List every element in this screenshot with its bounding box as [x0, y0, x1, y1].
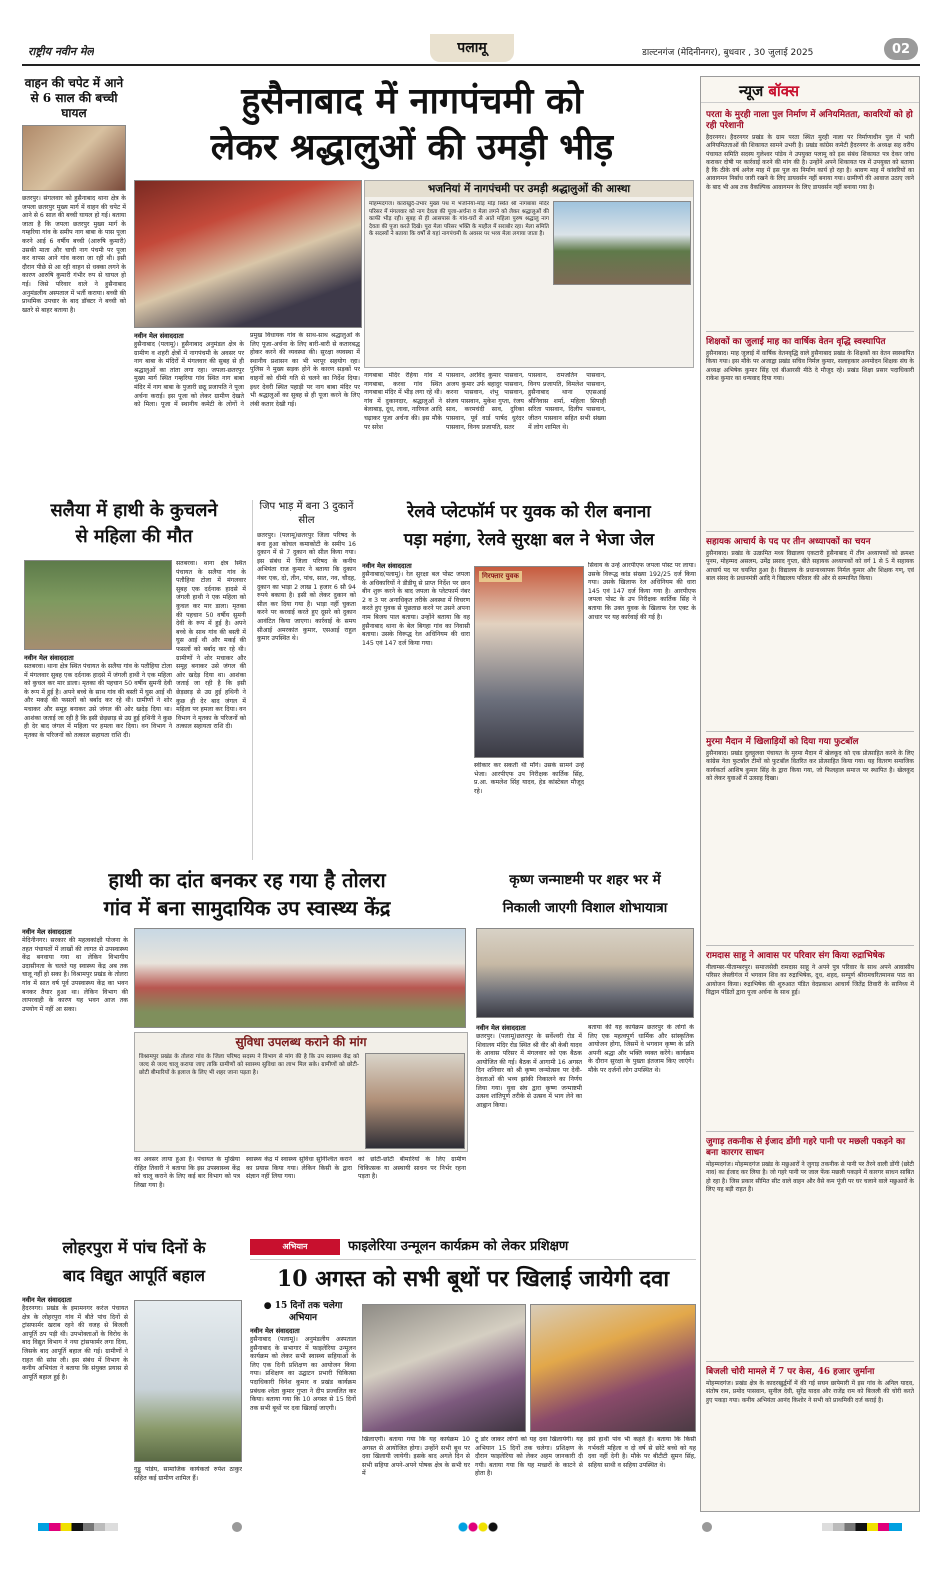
- registration-mark-icon: [702, 1522, 712, 1532]
- janmashtami-body: [476, 1024, 582, 1228]
- filaria-col3: [475, 1436, 583, 1508]
- section-name: पलामू: [457, 40, 487, 56]
- main-story-col4-text: पासवान, अरविंद कुमार पासवान, अजय कुमार उर्फ बहादुर पासवान, करना पासवान, शंभु पासवान, संजय पासवान, मुकेश गुप्ता, रंजय साव, करमचंदी साव, दुरिका पासवान, पूर्व वार्ड पार्षद धुरंदर पासवान, विनय प्रजापति, सतर: [446, 372, 524, 431]
- tusk-col3: [134, 1156, 240, 1228]
- news-item: [706, 1361, 914, 1512]
- tusk-inset-body: विश्रामपुर प्रखंड के तोलरा गांव के जिला परिषद सदस्य ने विभाग से मांग की है कि उप स्वास्थ्य केंद्र को जल्द से जल्द चालू कराया जाए ताकि ग्रामीणों को स्वास्थ्य सुविधा का लाभ मिल सके। ग्रामीणों को छोटी-छोटी बीमारियों के इलाज के लिए भी शहर जाना पड़ता है।: [139, 1054, 359, 1076]
- main-story-col5-text: पासवान, रामजतिन पासवान, विनय प्रजापति, विमलेश पासवान, हुसैनाबाद थाना एएसआई श्रीनिवास शर्मा, महिला सिपाही सरिता पासवान, दिलीप पासवान, जीतन पासवान सहित सभी संख्या में लोग शामिल थे।: [528, 372, 606, 431]
- photo-label-badge: गिरफ्तार युवक: [479, 571, 522, 582]
- tusk-col5-text: को छोटी-छोटी बीमारियों के लिए ग्रामीण चिकित्सक या अस्थायी साधन पर निर्भर रहना पड़ता है।: [358, 1156, 466, 1181]
- main-story-body: [134, 332, 360, 488]
- tusk-col3-text: का अवसर लाया हुआ है। पंचायत के मुखिया रोहित तिवारी ने बताया कि इस उपस्वास्थ्य केंद्र को चालू कराने के लिए कई बार विभाग को पत्र लिखा गया है।: [134, 1156, 240, 1189]
- filaria-subheadline: 10 अगस्त को सभी बूथों पर खिलाई जायेगी दवा: [276, 1266, 670, 1292]
- power-headline-line1: लोहरपुरा में पांच दिनों के: [62, 1238, 206, 1257]
- inset-title: भजनियां में नागपंचमी पर उमड़ी श्रद्धालुओं की आस्था: [365, 181, 693, 197]
- filaria-side-heading-text: 15 दिनों तक चलेगा अभियान: [274, 1301, 343, 1323]
- railway-body-col2: [588, 562, 696, 860]
- power-byline: नवीन मेल संवाददाता: [22, 1296, 72, 1304]
- inset-body: मोहम्मदगंज। काराखुर्द-उभार मुख्य पथ में भजनियां-मोड़ मोड़ स्थित श्री नागबाबा मंदिर परिसर में मंगलवार को नाग देवता की पूजा-अर्चना व मेला लगने को लेकर श्रद्धालुओं की काफी भीड़ रही। सुबह से ही आसपास के गांव-घरों से आते महिला पुरुष श्रद्धालु नाग देवता की पूजा करते दिखे। पूरा मेला परिसर भक्ति के माहौल में सराबोर रहा। मेला समिति के सदस्यों ने बताया कि वर्षों से यहां नागपंचमी के अवसर पर भव्य मेला लगाया जाता है।: [369, 201, 549, 238]
- tusk-headline-line2: गांव में बना सामुदायिक उप स्वास्थ्य केंद्र: [103, 896, 391, 920]
- news-box-title-b: बॉक्स: [768, 82, 800, 100]
- main-story-text: हुसैनाबाद (पलामू)। हुसैनाबाद अनुमंडल क्षेत्र के ग्रामीण व शहरी क्षेत्रों में नागपंचमी के अवसर पर नाग बाबा के मंदिरों में मंगलवार की सुबह से ही श्रद्धालुओं का तांता लगा रहा। जपला-छतरपुर मुख्य मार्ग स्थित गम्हरिया गांव स्थित नाग बाबा मंदिर में नाग बाबा के पुजारी छठू प्रजापति ने पूजा अर्चना कराई। इस पूजा को लेकर ग्रामीण देखते को मिला। पूजा में स्थानीय कमेटी के लोगों ने प्रमुख विधायक गांव के साथ-साथ श्रद्धालुओं के लिए पूजा-अर्चना के लिए बारी-बारी से कतारबद्ध होकर करने की व्यवस्था की। सुरक्षा व्यवस्था में स्थानीय प्रशासन का भी भरपूर सहयोग रहा। पुलिस ने मुख्य सड़क होने के कारण सड़कों पर वाहनों को धीमी गति से चलने का निर्देश दिया। इधर देवरी स्थित पहाड़ी पर नाग बाबा मंदिर पर भी श्रद्धालुओं का सुबह से ही पूजा करने के लिए लंबी कतार देखी गई।: [134, 332, 360, 409]
- health-centre-photo: [134, 928, 466, 1028]
- janmashtami-body2: [588, 1024, 694, 1228]
- masthead: [22, 34, 920, 66]
- news-item-body: हुसैनाबाद। प्रखंड के उत्क्रमित मध्य विद्यालय एकटारी हुसैनाबाद में तीन अध्यापकों को क्रमशः पूनम, मोहम्मद असलम, उमेंद्र प्रसाद गुप्ता, बीते सहायक अध्यापकों को वर्ग 1 से 5 में सहायक आचार्य पद पर चयनित हुआ है। विद्यालय के प्रधानाध्यापक निर्मल कुमार और शिक्षक गण्, एवं बाल संसद के प्रधानमंत्री आदि ने विद्यालय परिवार की ओर से सम्मानित किया।: [706, 550, 914, 582]
- elephant-headline-line2: से महिला की मौत: [75, 526, 193, 547]
- zila-parishad-member-photo: [365, 1053, 465, 1149]
- elephant-story-headline: [22, 498, 246, 554]
- news-item: [706, 945, 914, 1131]
- bullet-icon: ●: [263, 1301, 275, 1311]
- news-item-title: शिक्षकों का जुलाई माह का वार्षिक वेतन वृद्धि स्वस्थापित: [706, 337, 886, 347]
- railway-byline: नवीन मेल संवाददाता: [362, 562, 412, 570]
- training-photo-left: [362, 1304, 526, 1432]
- news-item-body: हुसैनाबाद। माह जुलाई में वार्षिक वेतनवृद्धि वाले हुसैनाबाद प्रखंड के शिक्षकों का वेतन स्वस्थापित किया गया। इस मौके पर अजाद्वा प्रखंड सचिव निर्मल कुमार, सलाहकार अनमोदन शिक्षक संघ के अध्यक्ष अभिषेक कुमार सिंह एवं बीआरसी मीठे दे मौजूद रहे। प्रखंड शिक्षा प्रसार पदाधिकारी राकेश कुमार का धन्यवाद दिया गया।: [706, 350, 914, 382]
- power-photo-caption: [134, 1466, 242, 1508]
- news-item-body: मोहम्मदगंज। मोहम्मदगंज प्रखंड के मछुआरों ने जुगाड़ तकनीक से पानी पर तैरने वाली डोंगी (छोटी नाव) का ईजाद कर लिया है। जो गहरे पानी पर जाल फेंक मछली पकड़ने में कारगर साधन साबित हो रहा है। जिस प्रकार सीमित सीट वाले वाहन और वैसे कम पूंजी पर घर चलाने वाले मछुआरों के लिए यह बड़ी राहत है।: [706, 1161, 914, 1193]
- railway-caption-text: स्वीकार कर सकती थी माँगे। उसके सामने उन्हें भेजा। आरपीएफ उप निरीक्षक कार्तिक सिंह, प्र.आ. कमलेश सिंह यादव, हेड कांस्टेबल मौजूद रहे।: [474, 762, 584, 795]
- elephant-headline-line1: सलैया में हाथी के कुचलने: [50, 500, 218, 521]
- shops-sealed-story: [252, 500, 356, 860]
- filaria-body: [250, 1300, 356, 1508]
- inset-bhajaniya: [364, 180, 694, 368]
- janmashtami-body2-text: बताया की यह कार्यक्रम छतरपुर के लोगों के लिए एक महत्वपूर्ण धार्मिक और सांस्कृतिक आयोजन होगा, जिसमें वे भगवान कृष्ण के प्रति अपनी श्रद्धा और भक्ति व्यक्त करेंगे। कार्यक्रम के दौरान सुरक्षा के पुख्ता इंतजाम किए जाएंगे। मौके पर दर्जनों लोग उपस्थित थे।: [588, 1024, 694, 1074]
- tusk-inset-title: सुविधा उपलब्ध कराने की मांग: [235, 1035, 367, 1049]
- railway-headline: [362, 498, 696, 556]
- railway-photo-caption: [474, 762, 584, 860]
- filaria-tag: [250, 1239, 340, 1255]
- news-item: [706, 331, 914, 531]
- elephant-story-body-right: [176, 560, 246, 860]
- main-story-byline: नवीन मेल संवाददाता: [134, 332, 184, 340]
- news-item-body: नीलाम्बर-पीताम्बरपुर। समाजसेवी रामदास साहू ने अपने पुत्र परिवार के साथ अपने आवासीय परिसर लेस्लीगंज में भगवान शिव का रुद्राभिषेक, दूध, शहद, सम्पूर्ण श्रीरामचरितमानस पाठ का आयोजन किया। रुद्राभिषेक की शुरुआत पंडित वेदप्रकाश आचार्य जितेंद्र तिवारी के सानिध्य में विद्वान पंडितों द्वारा पूजा अर्चना के साथ हुई।: [706, 964, 914, 996]
- filaria-col4: [588, 1436, 696, 1508]
- color-bar-left: [38, 1523, 118, 1531]
- news-box: [700, 76, 920, 1512]
- janmashtami-headline-line1: कृष्ण जन्माष्टमी पर शहर भर में: [509, 872, 661, 888]
- news-item-body: हैदरनगर। हैदरनगर प्रखंड के ग्राम परता स्थित मुरही नाला पर निर्माणाधीन पुल में भारी अनियमितताओं की शिकायत सामने उभरी है। प्रखंड कांग्रेस कमेटी हैदरनगर के अध्यक्ष सह वरीय पंचायत समिति सदस्य गुलेश्वर पांडेय ने उपयुक्त पलामू को इस संबंध शिकायत पत्र देकर जांच कराकर दोषी पर कार्रवाई करने की मांग की है। उन्होंने अपने शिकायत पत्र में उपयुक्त को बताया है कि ठीके वर्ष अगेल माह में इस पुल का निर्माण कार्य हो रहा है। श्रावण माह में कांवरियों का आवागमन निर्बाध जारी रखने के लिए डायवर्सन नहीं बनाया गया। ग्रामीणों की आवाज उठाए जाने के बाद भी अब तक वैकल्पिक आवागमन के लिए डायवर्सन नहीं बनाया गया है।: [706, 134, 914, 191]
- tusk-col5: [358, 1156, 466, 1228]
- left-story-headline: वाहन की चपेट में आने से 6 साल की बच्ची घायल: [24, 76, 124, 120]
- section-tab: [430, 34, 514, 62]
- temple-crowd-photo: [134, 180, 362, 328]
- railway-headline-line2: पड़ा महंगा, रेलवे सुरक्षा बल ने भेजा जेल: [403, 530, 655, 550]
- color-bar-right: [822, 1523, 902, 1531]
- news-item-title: सहायक आचार्य के पद पर तीन अध्यापकों का चयन: [706, 537, 871, 547]
- power-body: [22, 1296, 128, 1508]
- news-item-title: मुरमा मैदान में खिलाड़ियों को दिया गया फुटबॉल: [706, 737, 859, 747]
- print-registration-bar: [22, 1520, 920, 1534]
- color-dots-center: [458, 1522, 498, 1532]
- janmashtami-body-text: छतरपुर। (पलामू)छतरपुर के सर्वेश्वरी रोड में शिवालय मंदिर रोड स्थित श्री वीर श्री केबी यादव के आवास परिसर में मंगलवार को एक बैठक आयोजित की गई। बैठक में आगामी 16 अगस्त दिन शनिवार को श्री कृष्ण जन्मोत्सव पर देवी-देवताओं की भव्य झांकी निकालने का निर्णय लिया गया। युवा संघ द्वारा कृष्ण जन्माष्टमी उत्सव शांतिपूर्ण तरीके से उत्सव में भाग लेने का आह्वान किया।: [476, 1033, 582, 1109]
- news-item-title: जुगाड़ तकनीक से ईजाद डोंगी गहरे पानी पर मछली पकड़ने का बना कारगर साधन: [706, 1137, 906, 1158]
- filaria-col4-text: इसे हाथी पांव भी कहते हैं। बताया कि किसी गर्भवती महिला व दो वर्ष से छोटे बच्चे को यह दवा नहीं देनी है। मौके पर बीटीटी सुमन सिंह, सहिया साथी व सहिया उपस्थित थे।: [588, 1436, 696, 1469]
- elephant-byline: नवीन मेल संवाददाता: [24, 654, 74, 662]
- filaria-col3-text: टू डोर जाकर लोगों को यह दवा खिलायेगी। यह अभियान 15 दिनों तक चलेगा। प्रशिक्षण के दौरान फाइलेरिया को लेकर अहम जानकारी दी गयी। बताया गया कि यह मच्छरों के काटने से होता है।: [475, 1436, 583, 1478]
- tusk-col4-text: स्वास्थ्य केंद्र में स्वास्थ्य सुविधा सुनिश्चित कराने का प्रयास किया गया। लेकिन किसी के द्वारा संज्ञान नहीं लिया गया।: [246, 1156, 352, 1181]
- railway-body-col1: [362, 562, 470, 860]
- news-box-items: [701, 103, 919, 1512]
- tusk-body-text: मेदिनीनगर। सरकार की महत्वकांक्षी योजना के तहत पंचायतों में लाखों की लागत से उपस्वास्थ्य केंद्र बनवाया गया था लेकिन विभागीय उदासीनता के चलते यह स्वास्थ्य केंद्र अब तक चालू नहीं हो सका है। विश्रामपुर प्रखंड के तोलरा गांव में सात वर्ष पूर्व उपस्वास्थ्य केंद्र का भवन बनकर तैयार हुआ था। लेकिन विभाग की लापरवाही के कारण यह भवन आज तक उपयोग में नहीं आ सका।: [22, 937, 128, 1013]
- dateline: डाल्टनगंज (मेदिनीनगर), बुधवार , 30 जुलाई 2025: [642, 48, 814, 58]
- filaria-headline: फाइलेरिया उन्मूलन कार्यक्रम को लेकर प्रशिक्षण: [348, 1239, 569, 1254]
- railway-body2-text: सिवाय के उन्हें आरपीएफ जपला पोस्ट पर लाया। उसके विरूद्ध कांड संख्या 192/25 दर्ज किया गया। उसके खिलाफ रेल अधिनियम की धारा 145 एवं 147 दर्ज किया गया है। आरपीएफ जपला पोस्ट के उप निरीक्षक कार्तिक सिंह ने बताया कि उक्त युवक के खिलाफ रेल एक्ट के आधार पर यह कार्रवाई की गई है।: [588, 562, 696, 621]
- elephant-story-text-main: सतबरवा। थाना क्षेत्र स्थित पंचायत के सलैया गांव के पतौहिया टोला में मंगलवार सुबह एक दर्दनाक हादसे में जंगली हाथी ने एक महिला को कुचल कर मार डाला। मृतका की पहचान 50 वर्षीय सुमनी देवी के रूप में हुई है। अपने बच्चे के साथ गांव की बस्ती में घुस आई थी और मकई की फसलों को बर्बाद कर रहे थी। ग्रामीणों ने शोर मचाकर और समूह बनाकर उसे जंगल की ओर खदेड़ दिया था। आशंका जताई जा रही है कि इसी छेड़छाड़ से उग्र हुई हथिनी ने कुछ ही देर बाद जंगल में महिला पर हमला कर दिया। वन विभाग ने मृतका के परिजनों को तत्काल सहायता राशि दी।: [24, 663, 172, 739]
- fair-crowd-photo: [553, 201, 691, 285]
- news-item: [706, 731, 914, 945]
- elephant-scene-photo: [24, 560, 172, 650]
- tusk-body: [22, 928, 128, 1228]
- tusk-inset: [134, 1032, 468, 1152]
- filaria-col2: [362, 1436, 470, 1508]
- news-item-title: परता के मुरही नाला पुल निर्माण में अनियमितता, कावरियों को हो रही परेशानी: [706, 110, 913, 131]
- railway-headline-line1: रेलवे प्लेटफॉर्म पर युवक को रील बनाना: [407, 502, 651, 522]
- news-item-title: बिजली चोरी मामले में 7 पर केस, 46 हजार जुर्माना: [706, 1367, 875, 1377]
- janmashtami-headline-line2: निकाली जाएगी विशाल शोभायात्रा: [502, 900, 668, 916]
- filaria-tag-label: अभियान: [282, 1242, 308, 1251]
- main-story-col3-text: नागबाबा मंदिर रेहिया गांव में नागबाबा, करवा गांव स्थित नागबाबा मंदिर में भीड़ लगा रहे थी। गांव में दुकानदार, श्रद्धालुओं ने बेलाबाड़, दूध, लावा, नारियल आदि चढ़ाकर पूजा अर्चना की। इस मौके पर सरेश: [364, 372, 442, 431]
- arrested-youth-photo: [474, 566, 584, 758]
- tusk-col4: [246, 1156, 352, 1228]
- news-item: [706, 531, 914, 731]
- injured-child-photo: [22, 125, 126, 191]
- janmashtami-byline: नवीन मेल संवाददाता: [476, 1024, 526, 1032]
- news-item: [706, 105, 914, 331]
- meeting-photo: [476, 928, 694, 1018]
- elephant-story-text: सतबरवा। थाना क्षेत्र स्थित पंचायत के सलैया गांव के पतौहिया टोला में मंगलवार सुबह एक दर्दनाक हादसे में जंगली हाथी ने एक महिला को कुचल कर मार डाला। मृतका की पहचान 50 वर्षीय सुमनी देवी के रूप में हुई है। अपने बच्चे के साथ गांव की बस्ती में घुस आई थी और मकई की फसलों को बर्बाद कर रहे थी। ग्रामीणों ने शोर मचाकर और समूह बनाकर उसे जंगल की ओर खदेड़ दिया था। आशंका जताई जा रही है कि इसी छेड़छाड़ से उग्र हुई हथिनी ने कुछ ही देर बाद जंगल में महिला पर हमला कर दिया। वन विभाग ने मृतका के परिजनों को तत्काल सहायता राशि दी।: [176, 560, 246, 731]
- tusk-headline: [22, 866, 472, 922]
- transformer-photo: [134, 1300, 242, 1462]
- news-box-title-a: न्यूज: [739, 82, 764, 100]
- power-headline: [22, 1234, 246, 1292]
- paper-name: राष्ट्रीय नवीन मेल: [28, 45, 94, 58]
- filaria-byline: नवीन मेल संवाददाता: [250, 1327, 300, 1335]
- shops-sealed-body: छतरपुर। (पलामू)छतरपुर जिला परिषद के बना हुआ कोचल कमाकोटी के समीप 16 दुकान में से 7 दुकान को सील किया गया। इस संबंध में जिला परिषद के कनीय अभियंता राज कुमार ने बताया कि दुकान नंबर एक, दो, तीन, पांच, सात, नव, चौदह, दुकान का भाड़ा 2 लाख 1 हजार 6 सौ 94 रुपये बकाया है। इसी को लेकर दुकान को सील कर दिया गया है। भाड़ा नहीं चुकता करने पर करवाई करते हुए दूसरे को दुकान आवंटित किया जाएगा। कार्रवाई के समय सीआई अमरकांत कुमार, एसआई राहुल कुमार उपस्थित थे।: [257, 532, 356, 643]
- power-body-text: हैदरनगर। प्रखंड के इमामनगर करंज पंचायत क्षेत्र के लोहरपुरा गांव में बीते पांच दिनों से ट्रांसफार्मर खराब रहने की वजह से बिजली आपूर्ति ठप पड़ी थी। उपभोक्ताओं के विरोध के बाद विद्युत विभाग ने नया ट्रांसफार्मर लगा दिया, जिसके बाद आपूर्ति बहाल की गई। ग्रामीणों ने राहत की सांस ली। इस संबंध में विभाग के कनीय अभियंता ने बताया कि संयुक्त प्रयास से आपूर्ति बहाल हुई है।: [22, 1305, 128, 1381]
- news-box-header: [701, 77, 919, 103]
- filaria-body-text: हुसैनाबाद (पलामू)। अनुमंडलीय अस्पताल हुसैनाबाद के सभागार में फाइलेरिया उन्मूलन कार्यक्रम को लेकर सभी स्वास्थ्य सहियाओं के लिए एक दिनी प्रशिक्षण का आयोजन किया गया। प्रशिक्षण का उद्घाटन प्रभारी चिकित्सा पदाधिकारी विनेश कुमार व प्रखंड कार्यक्रम प्रबंधक श्वेता कुमार गुप्ता ने दीप प्रज्वलित कर किया। बताया गया कि 10 अगस्त से 15 दिनों तक सभी बूथों पर दवा खिलाई जाएगी।: [250, 1336, 356, 1412]
- main-headline: [132, 78, 692, 176]
- tusk-byline: नवीन मेल संवाददाता: [22, 928, 72, 936]
- left-story-body: छतरपुर। संगलवार को हुसैनाबाद थाना क्षेत्र के जपला छतरपुर मुख्य मार्ग में वाहन की चपेट में आने से 6 साल की बच्ची घायल हो गई। बताया जाता है कि जपला छतरपुर मुख्य मार्ग के गम्हरिया गांव के समीप नाग बाबा के पास पूजा करने आई 6 वर्षीय बच्ची (आरुषि कुमारी) उसकी माता और चाची नाग पंचमी पर पूजा कर वापस आने गांव करवा जा रही थी। इसी दौरान पीछे से आ रही वाहन से धक्का लगने के कारण आरुषि कुमारी गंभीर रुप से घायल हो गई। जिसे परिवार वाले ने हुसैनाबाद अनुमंडलीय अस्पताल में भर्ती कराया। बच्ची की प्राथमिक उपचार के बाद डॉक्टर ने बच्ची को खतरे से बाहर बताया है।: [22, 195, 126, 314]
- elephant-story-body: [24, 654, 172, 860]
- news-item-title: रामदास साहू ने आवास पर परिवार संग किया रुद्राभिषेक: [706, 951, 885, 961]
- main-col5: [528, 372, 606, 490]
- tusk-headline-line1: हाथी का दांत बनकर रह गया है तोलरा: [108, 868, 386, 892]
- main-col3: [364, 372, 442, 490]
- page-number: 02: [891, 42, 911, 57]
- page-number-badge: [884, 38, 918, 60]
- training-photo-right: [530, 1304, 696, 1432]
- main-col4: [446, 372, 524, 490]
- news-item-body: मोहम्मदगंज। प्रखंड क्षेत्र के कादरखुर्द्वर्मों में की गई सघन छापेमारी में इस गांव के अनिल यादव, संतोष राम, प्रमोद पासवान, सुनील देवी, सुरेंद्र यादव और राजेंद्र राम को बिजली की चोरी करते हुए पकड़ा गया। कनीय अभियंता आनंद किशोर ने सभी को प्राथमिकी दर्ज कराई है।: [706, 1380, 914, 1404]
- news-item-body: हुसैनाबाद। प्रखंड दुलहुलवा पंचायत के मुरमा मैदान में खेलकूद को एक प्रोत्साहित करने के लिए कांग्रेस नेता फुटबॉल टीमों को फुटबॉल वितरित कर प्रोत्साहित किया गया। यह वितरण समाजिक कार्यकर्ता आशिष कुमार सिंह के द्वारा किया गया, जो फिलहाल समाज पर स्थापित है। खेलकूद को लेकर युवाओं में उत्साह दिखा।: [706, 750, 914, 782]
- main-headline-line1: हुसैनाबाद में नागपंचमी को: [241, 80, 583, 122]
- railway-body-text: हुसैनाबाद(पलामू)। रेल सुरक्षा बल पोस्ट जपला के अधिकारियों ने डीडीयू से प्राप्त निर्देश पर छान बीन शुरू करने के बाद जपला के प्लेटफार्म नंबर 2 व 3 पर अनाधिकृत तरीके अवस्था में विचरण करते हुए युवक से पूछताछ करने पर उसने अपना नाम बिजय पाल बताया। उन्होंने बताया कि वह हुसैनाबाद थाना के बेल बिगहा गांव का निवासी बताया। उसके विरूद्ध रेल अधिनियम की धारा 145 एवं 147 दर्ज किया गया।: [362, 571, 470, 647]
- power-headline-line2: बाद विद्युत आपूर्ति बहाल: [62, 1266, 206, 1285]
- filaria-side-heading: [250, 1300, 356, 1324]
- main-headline-line2: लेकर श्रद्धालुओं की उमड़ी भीड़: [210, 126, 614, 168]
- shops-sealed-headline: जिप भाड़ में बना 3 दुकानें सील: [259, 501, 354, 526]
- registration-mark-icon: [232, 1522, 242, 1532]
- power-caption-text: गुड्डू पांडेय, सामाजिक कार्यकर्ता रुपेश ठाकुर सहित कई ग्रामीण शामिल हैं।: [134, 1466, 242, 1482]
- filaria-header: [250, 1236, 696, 1260]
- news-item: [706, 1131, 914, 1361]
- janmashtami-headline: [474, 866, 696, 924]
- filaria-col2-text: खिलाएगी। बताया गया कि यह कार्यक्रम 10 अगस्त से आयोजित होगा। उन्होंने सभी बूथ पर दवा खिलायी जायेगी। इसके बाद अगले दिन से सभी सहिया अपने-अपने पोषक क्षेत्र के सभी घर में: [362, 1436, 470, 1478]
- left-story: [22, 76, 126, 494]
